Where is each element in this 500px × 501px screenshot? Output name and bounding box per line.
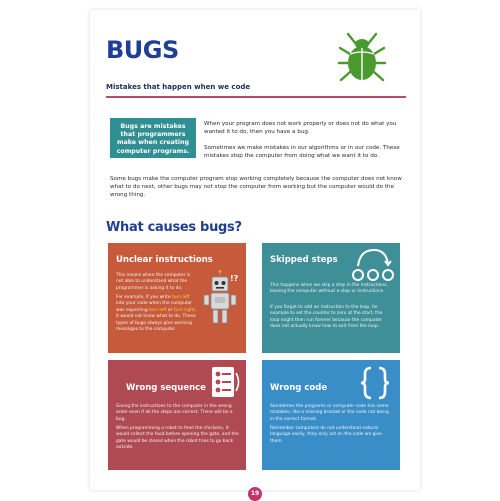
sequence-list-icon bbox=[206, 365, 242, 401]
intro-paragraph-3: Some bugs make the computer program stop working completely because the computer does not know what to do next, other bugs may not stop the computer from working but the computer would do the wrong thing. bbox=[110, 176, 402, 199]
card-wrong-code bbox=[262, 360, 400, 470]
card-text: Sometimes the programs or computer code has some mistakes, like a missing bracket or the code not being in the correct format. bbox=[270, 404, 389, 422]
card-unclear-instructions bbox=[108, 243, 246, 353]
beetle-bug-icon bbox=[336, 30, 388, 86]
robot-exclaim-text: !? bbox=[230, 274, 239, 283]
intro-paragraph-2: Sometimes we make mistakes in our algorithms or in our code. These mistakes stop the computer from doing what we want it to do. bbox=[204, 145, 400, 160]
card-text: This means when the computer is not able to understand what the programmer is asking it to do. bbox=[116, 273, 191, 291]
card-title: Skipped steps bbox=[270, 255, 338, 265]
card-text-example: Remember computers do not understand natural language easily, they only act on the code we give them. bbox=[270, 426, 382, 444]
card-text-example: If you forget to add an instruction to the loop, for example to set the counter to zero at the start, the loop might then run forever because the computer does not actually know how to exit from the loop. bbox=[270, 305, 383, 330]
intro-paragraph-1: When your program does not work properly or does not do what you wanted it to do, then you have a bug. bbox=[204, 121, 397, 136]
card-title: Wrong code bbox=[270, 383, 328, 393]
card-title: Wrong sequence bbox=[126, 383, 206, 393]
section-heading: What causes bugs? bbox=[106, 220, 242, 235]
title-divider bbox=[106, 96, 406, 98]
card-text: Giving the instructions to the computer in the wrong order even if all the steps are correct. There will be a bug. bbox=[116, 404, 233, 422]
card-text-example: For example, if you write turn left into your code when the computer was expecting turn left or turn right, it would not know what to do. These types of bugs always give warning messages to the computer. bbox=[116, 295, 196, 332]
card-skipped-steps bbox=[262, 243, 400, 353]
definition-callout: Bugs are mistakes that programmers make when creating computer programs. bbox=[110, 118, 196, 158]
workbook-page bbox=[90, 10, 420, 497]
confused-robot-icon bbox=[202, 269, 242, 329]
page-title: BUGS bbox=[106, 36, 179, 64]
curly-braces-icon bbox=[356, 365, 394, 401]
page-subtitle: Mistakes that happen when we code bbox=[106, 83, 251, 91]
skipped-steps-icon bbox=[350, 248, 396, 284]
card-wrong-sequence bbox=[108, 360, 246, 470]
card-text-example: When programming a robot to feed the chickens, it would collect the food before opening the gate, and the gate would be closed when the robot tries to go back outside. bbox=[116, 426, 239, 451]
card-text: This happens when we skip a step in the instructions, leaving the computer without a step or instructions. bbox=[270, 283, 388, 295]
card-title: Unclear instructions bbox=[116, 255, 213, 265]
page-number: 19 bbox=[248, 487, 262, 501]
